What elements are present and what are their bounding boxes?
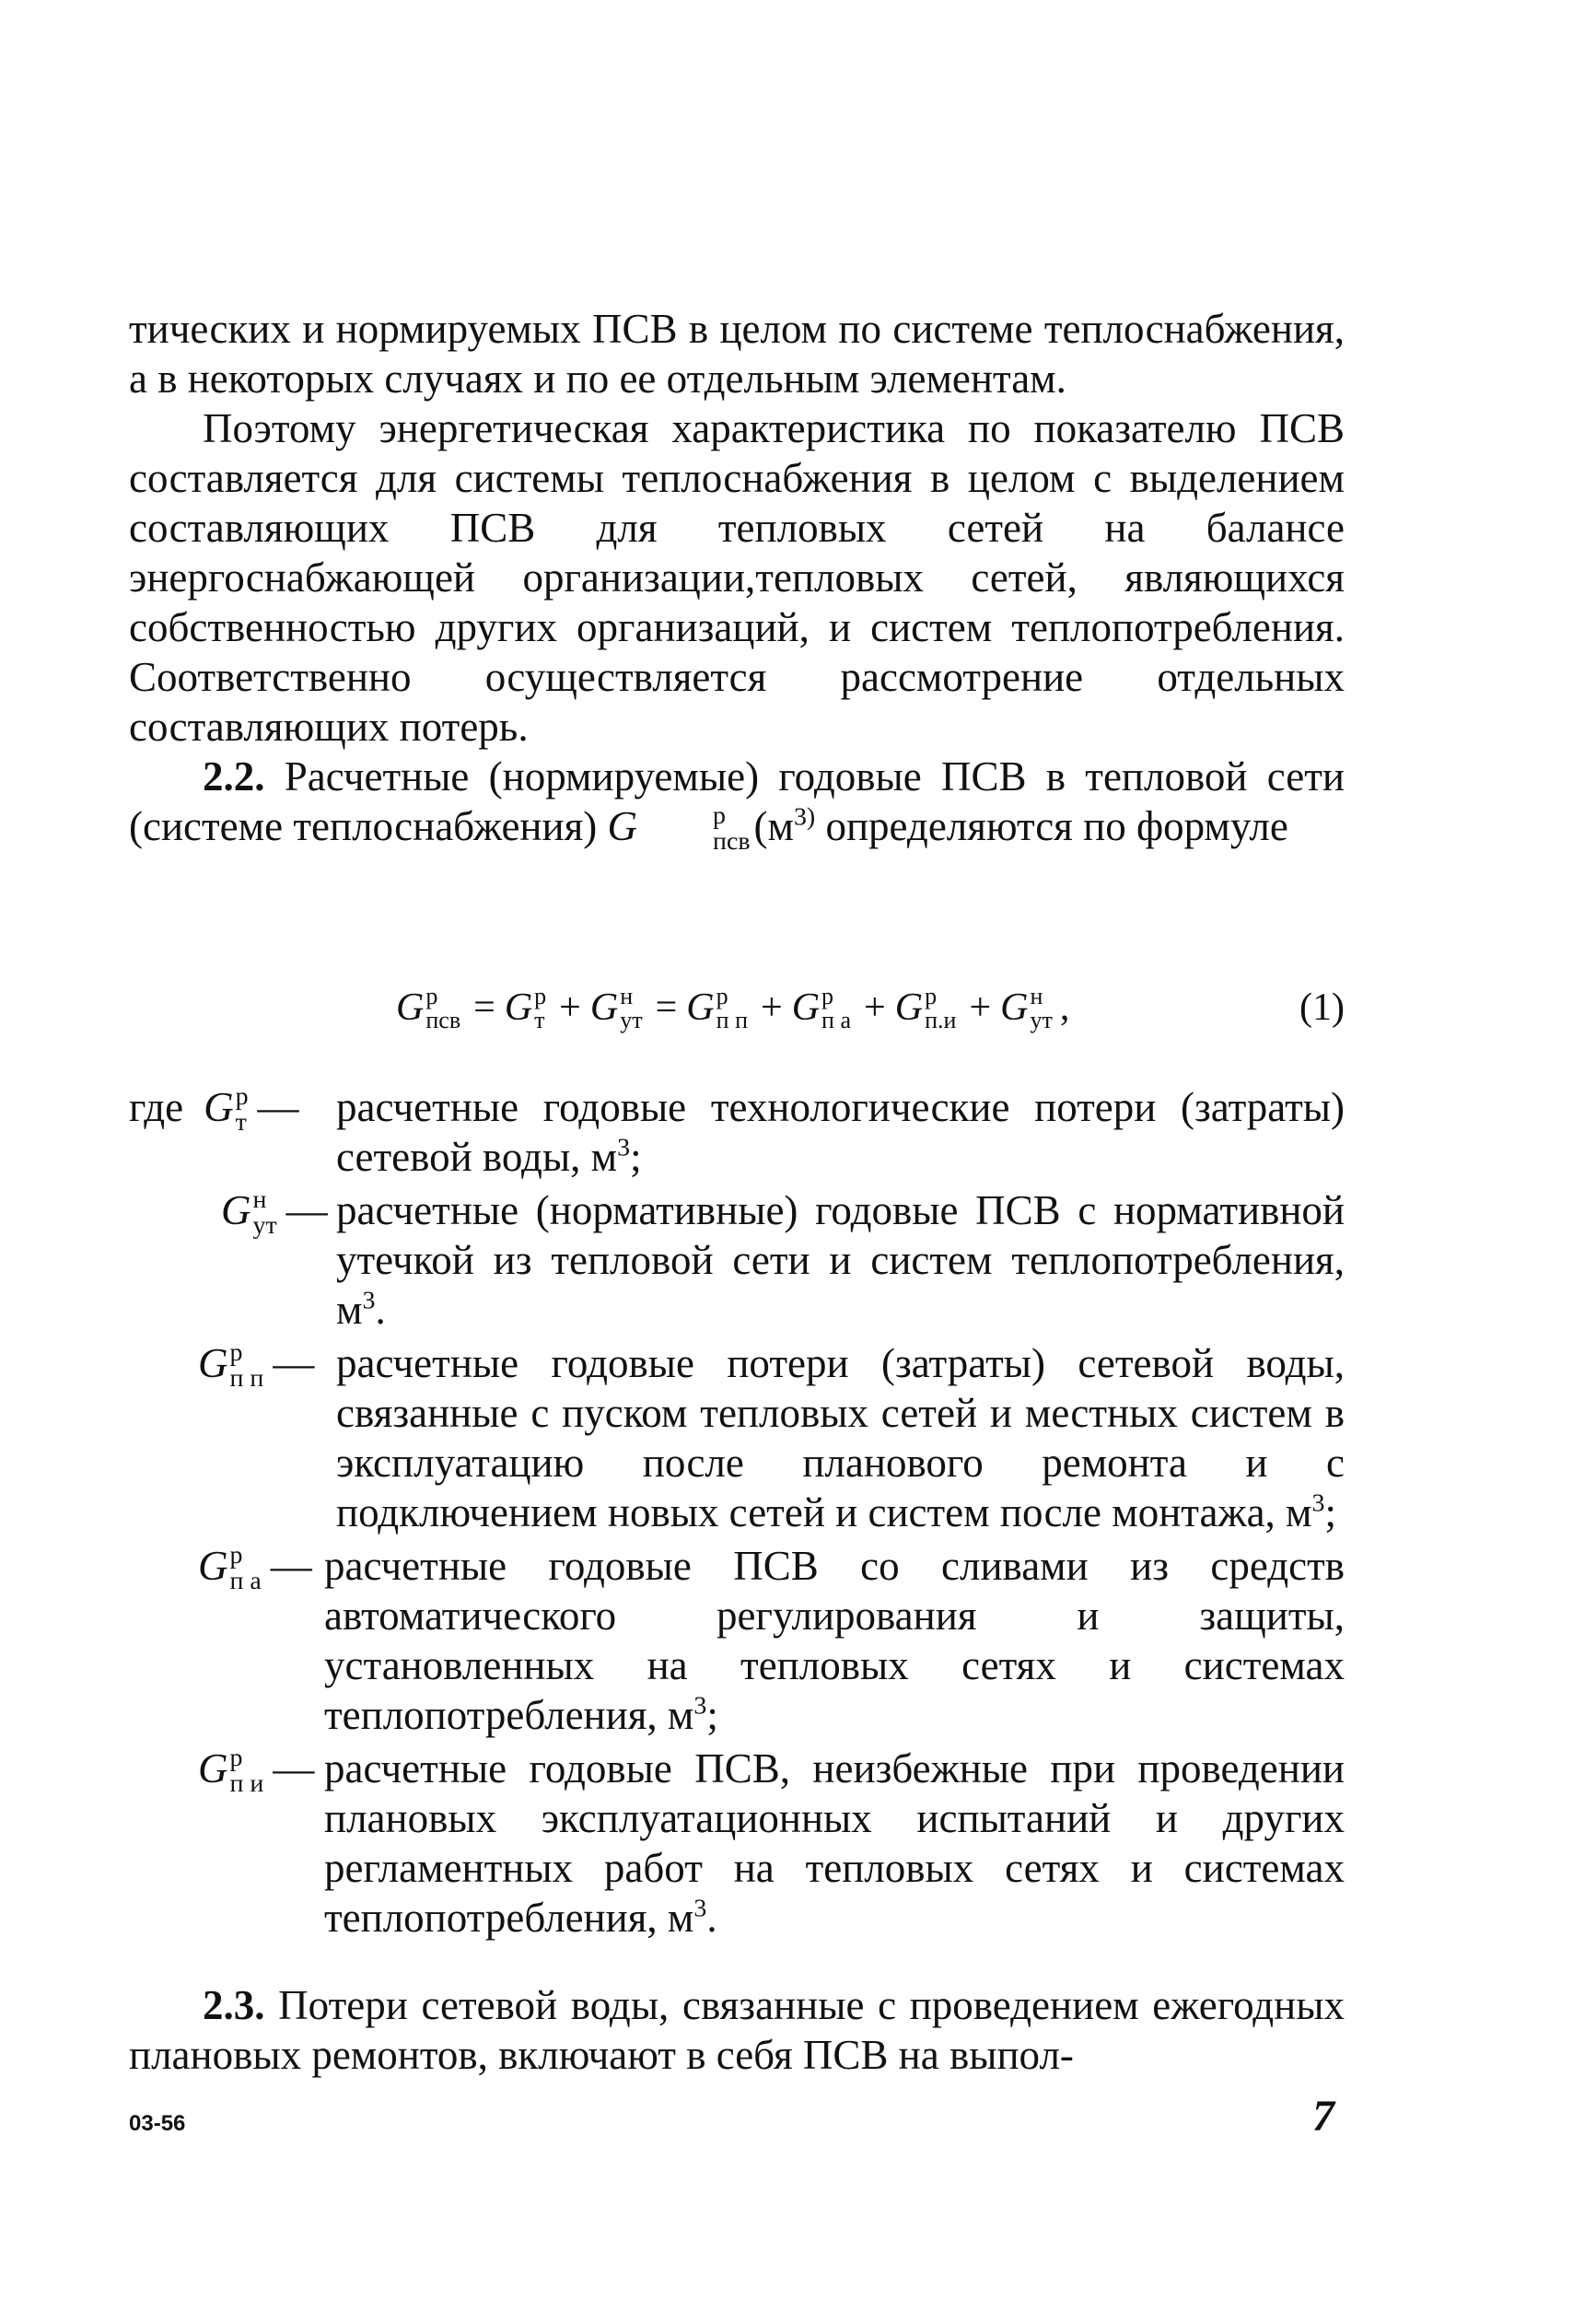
section-2-2-text-after: определяются по формуле bbox=[825, 803, 1288, 849]
formula-term: G р п.и bbox=[894, 983, 957, 1034]
formula-operator: , bbox=[1059, 986, 1070, 1029]
definition-text: расчетные годовые технологические потери (затраты) сетевой воды, $м^3$; bbox=[336, 1084, 1345, 1180]
formula-expression bbox=[396, 983, 1070, 1034]
definition-dash: — bbox=[285, 1187, 328, 1233]
formula-number: (1) bbox=[1299, 986, 1345, 1029]
definition-text: расчетные годовые ПСВ, неизбежные при проведении плановых эксплуатационных испытаний и других регламентных работ на тепловых сетях и системах теплопотребления, $м^3$. bbox=[324, 1745, 1345, 1941]
section-2-2-unit-exp: 3) bbox=[793, 802, 816, 832]
definition-symbol: G н ут — bbox=[221, 1185, 328, 1240]
formula-1 bbox=[129, 976, 1345, 1050]
section-2-3-block bbox=[129, 1980, 1345, 2080]
definition-dash: — bbox=[273, 1745, 315, 1791]
intro-paragraph-2: Поэтому энергетическая характеристика по показателю ПСВ составляется для системы теплоснабжения в целом с выделением составляющих ПСВ для тепловых сетей на балансе энергоснабжающей организации,тепловых сетей, являющихся собственностью других организаций, и систем теплопотребления. Соответственно осуществляется рассмотрение отдельных составляющих потерь. bbox=[129, 405, 1345, 750]
section-2-3-paragraph bbox=[129, 1980, 1345, 2080]
definition-item bbox=[129, 1185, 1345, 1335]
section-2-2-number: 2.2. bbox=[203, 753, 265, 799]
page-number: 7 bbox=[1312, 2092, 1334, 2141]
section-2-3-text: Потери сетевой воды, связанные с проведением ежегодных плановых ремонтов, включают в себя ПСВ на выпол- bbox=[129, 1982, 1345, 2078]
formula-operator: + bbox=[559, 986, 581, 1029]
definition-item bbox=[129, 1541, 1345, 1740]
formula-operator: = bbox=[473, 986, 495, 1029]
formula-term: G р псв bbox=[396, 983, 461, 1034]
formula-operator: = bbox=[655, 986, 678, 1029]
definition-symbol: G р п а — bbox=[198, 1540, 312, 1595]
where-word: где bbox=[129, 1084, 184, 1130]
formula-term: G р п п bbox=[686, 983, 749, 1034]
definitions-list bbox=[129, 1082, 1345, 1946]
definition-dash: — bbox=[273, 1340, 315, 1386]
definition-item bbox=[129, 1338, 1345, 1537]
definition-symbol: где G р т — bbox=[129, 1081, 299, 1137]
section-2-2-unit: (м bbox=[753, 803, 794, 849]
definition-item bbox=[129, 1744, 1345, 1943]
formula-operator: + bbox=[761, 986, 783, 1029]
formula-term: G р п а bbox=[791, 983, 852, 1034]
intro-block bbox=[129, 304, 1345, 857]
definition-symbol: G р п и — bbox=[198, 1743, 315, 1798]
formula-term: G р т bbox=[504, 983, 547, 1034]
section-2-3-number: 2.3. bbox=[203, 1982, 265, 2028]
definition-item bbox=[129, 1082, 1345, 1182]
definition-text: расчетные (нормативные) годовые ПСВ с нормативной утечкой из тепловой сети и систем теплопотребления, $м^3$. bbox=[336, 1187, 1345, 1333]
definition-text: расчетные годовые потери (затраты) сетевой воды, связанные с пуском тепловых сетей и местных систем в эксплуатацию после планового ремонта и с подключением новых сетей и систем после монтажа, $м^3$; bbox=[336, 1340, 1345, 1535]
section-2-2-symbol: G р псв bbox=[607, 800, 751, 856]
formula-term: G н ут bbox=[1000, 983, 1053, 1034]
formula-term: G н ут bbox=[589, 983, 643, 1034]
section-2-2-text-before: Расчетные (нормируемые) годовые ПСВ в тепловой сети (системе теплоснабжения) bbox=[129, 753, 1345, 849]
formula-operator: + bbox=[864, 986, 886, 1029]
intro-paragraph-1: тических и нормируемых ПСВ в целом по системе теплоснабжения, а в некоторых случаях и по ее отдельным элементам. bbox=[129, 306, 1345, 402]
definition-text: расчетные годовые ПСВ со сливами из средств автоматического регулирования и защиты, установленных на тепловых сетях и системах теплопотребления, $м^3$; bbox=[324, 1543, 1345, 1738]
definition-dash: — bbox=[257, 1084, 299, 1130]
definition-symbol: G р п п — bbox=[198, 1337, 315, 1393]
formula-operator: + bbox=[969, 986, 992, 1029]
definition-dash: — bbox=[270, 1543, 312, 1589]
section-2-2-paragraph bbox=[129, 752, 1345, 857]
document-code: 03-56 bbox=[129, 2111, 186, 2136]
